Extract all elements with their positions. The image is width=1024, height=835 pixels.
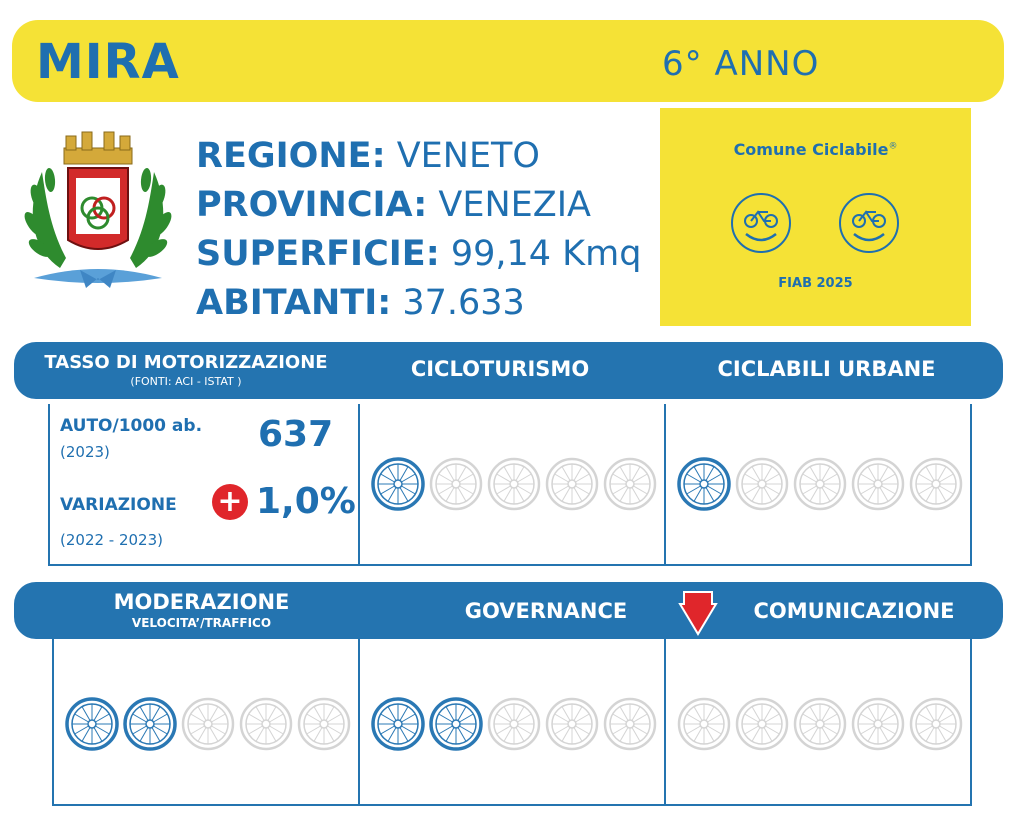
moderazione-subtitle: VELOCITA’/TRAFFICO <box>131 616 272 630</box>
cicloturismo-title: CICLOTURISMO <box>410 357 590 381</box>
wheel-filled-icon <box>122 696 178 752</box>
wheel-empty-icon <box>544 696 600 752</box>
wheel-empty-icon <box>486 696 542 752</box>
indicators-header-top <box>14 342 1003 399</box>
area-row: SUPERFICIE: 99,14 Kmq <box>196 234 642 274</box>
variation-value: 1,0% <box>256 481 356 522</box>
wheel-empty-icon <box>544 456 600 512</box>
ciclabili-urbane-title: CICLABILI URBANE <box>717 357 936 381</box>
title-bar <box>12 20 1004 102</box>
governance-rating <box>370 696 662 752</box>
variation-period: (2022 - 2023) <box>60 531 164 549</box>
wheel-filled-icon <box>64 696 120 752</box>
variation-label: VARIAZIONE <box>60 495 177 515</box>
wheel-empty-icon <box>602 456 658 512</box>
wheel-empty-icon <box>908 456 964 512</box>
wheel-empty-icon <box>908 696 964 752</box>
plus-icon: + <box>212 484 248 520</box>
wheel-empty-icon <box>428 456 484 512</box>
population-row: ABITANTI: 37.633 <box>196 283 525 323</box>
comune-ciclabile-badge <box>660 108 971 326</box>
wheel-filled-icon <box>370 696 426 752</box>
wheel-filled-icon <box>370 456 426 512</box>
moderazione-rating <box>64 696 356 752</box>
motorization-source: (FONTI: ACI - ISTAT ) <box>130 375 242 388</box>
wheel-filled-icon <box>428 696 484 752</box>
wheel-empty-icon <box>850 696 906 752</box>
badge-title: Comune Ciclabile® <box>733 140 898 159</box>
wheel-empty-icon <box>486 456 542 512</box>
region-row: REGIONE: VENETO <box>196 136 540 176</box>
wheel-empty-icon <box>676 696 732 752</box>
wheel-empty-icon <box>180 696 236 752</box>
governance-title: GOVERNANCE <box>464 599 628 623</box>
bike-smiley-icon <box>730 192 792 254</box>
comunicazione-rating <box>676 696 968 752</box>
wheel-filled-icon <box>676 456 732 512</box>
wheel-empty-icon <box>792 456 848 512</box>
moderazione-title: MODERAZIONE <box>113 590 290 614</box>
info-block <box>196 134 641 330</box>
badge-footer: FIAB 2025 <box>778 276 853 291</box>
year-label: 6° ANNO <box>662 44 820 84</box>
wheel-empty-icon <box>850 456 906 512</box>
wheel-empty-icon <box>602 696 658 752</box>
province-row: PROVINCIA: VENEZIA <box>196 185 592 225</box>
trend-down-arrow-icon <box>678 590 718 636</box>
coat-of-arms-emblem <box>20 128 176 292</box>
wheel-empty-icon <box>792 696 848 752</box>
wheel-empty-icon <box>296 696 352 752</box>
city-name: MIRA <box>36 34 180 90</box>
motorization-title: TASSO DI MOTORIZZAZIONE <box>44 352 328 373</box>
indicators-header-bottom <box>14 582 1003 639</box>
wheel-empty-icon <box>734 696 790 752</box>
wheel-empty-icon <box>734 456 790 512</box>
bike-smiley-icon <box>838 192 900 254</box>
auto-year: (2023) <box>60 443 110 461</box>
comunicazione-title: COMUNICAZIONE <box>753 599 955 623</box>
auto-label: AUTO/1000 ab. <box>60 416 203 436</box>
ciclabili-urbane-rating <box>676 456 968 512</box>
wheel-empty-icon <box>238 696 294 752</box>
auto-value: 637 <box>258 414 334 455</box>
cicloturismo-rating <box>370 456 662 512</box>
